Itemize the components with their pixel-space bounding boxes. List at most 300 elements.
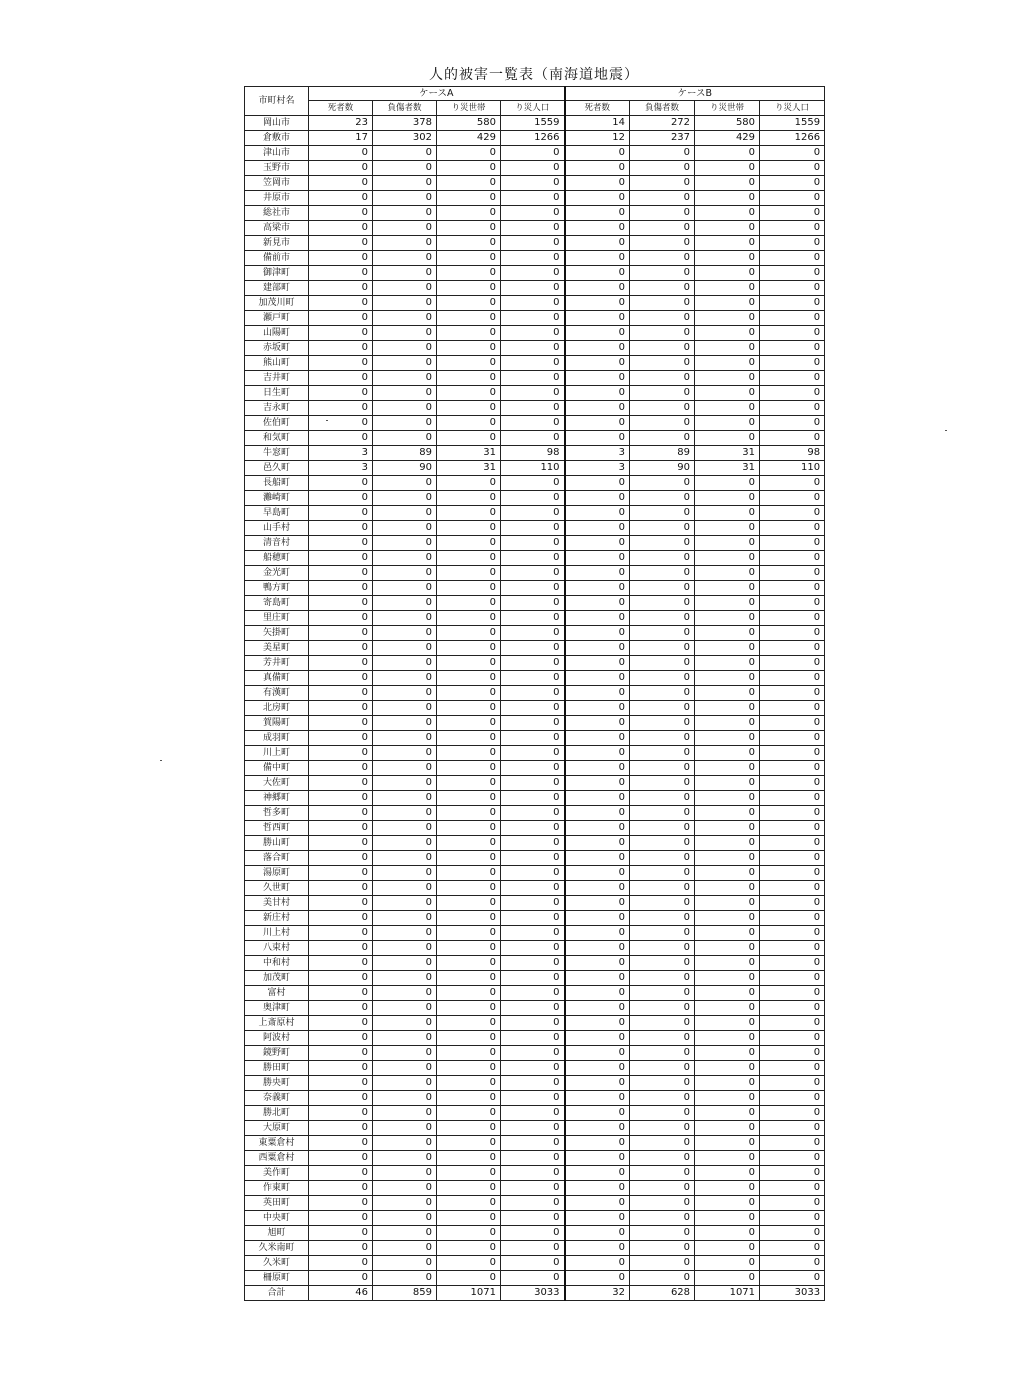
case-a-population-cell: 0 [501,926,565,941]
case-a-population-cell: 0 [501,956,565,971]
case-a-households-cell: 0 [437,1046,501,1061]
case-a-households-cell: 0 [437,206,501,221]
case-b-population-cell: 0 [760,1001,825,1016]
municipality-name: 備前市 [245,251,309,266]
case-a-injured-cell: 0 [373,1121,437,1136]
case-a-population-cell: 0 [501,1031,565,1046]
case-b-households-cell: 0 [695,1256,760,1271]
table-row [245,1046,825,1061]
table-row [245,836,825,851]
case-a-deaths-cell: 0 [309,1046,373,1061]
case-b-deaths-cell: 0 [565,476,630,491]
case-b-injured-cell: 0 [630,821,695,836]
case-b-households-cell: 0 [695,551,760,566]
case-a-population-cell: 0 [501,986,565,1001]
municipality-name: 赤坂町 [245,341,309,356]
case-b-deaths-cell: 0 [565,521,630,536]
case-a-households-cell: 0 [437,1061,501,1076]
case-b-households-cell: 0 [695,251,760,266]
case-a-injured-cell: 0 [373,341,437,356]
case-a-households-cell: 0 [437,416,501,431]
case-b-households-cell: 0 [695,206,760,221]
case-a-population-cell: 0 [501,221,565,236]
case-a-injured-cell: 0 [373,401,437,416]
case-b-households-cell: 0 [695,611,760,626]
case-b-injured-cell: 0 [630,596,695,611]
case-b-households-cell: 0 [695,896,760,911]
case-b-households-cell: 0 [695,716,760,731]
municipality-name: 富村 [245,986,309,1001]
case-a-population-cell: 0 [501,1181,565,1196]
case-a-population-cell: 0 [501,701,565,716]
case-b-deaths-cell: 0 [565,776,630,791]
case-a-population-cell: 0 [501,821,565,836]
table-row [245,521,825,536]
municipality-name: 勝田町 [245,1061,309,1076]
municipality-name: 柵原町 [245,1271,309,1286]
case-b-injured-cell: 0 [630,1271,695,1286]
table-row [245,776,825,791]
table-row [245,551,825,566]
case-b-injured-cell: 0 [630,566,695,581]
case-b-population-cell: 0 [760,836,825,851]
case-b-deaths-cell: 0 [565,506,630,521]
case-b-deaths-cell: 0 [565,761,630,776]
case-b-population-cell: 0 [760,1106,825,1121]
case-b-households-cell: 0 [695,836,760,851]
case-a-households-cell: 0 [437,1106,501,1121]
case-a-deaths-cell: 0 [309,716,373,731]
municipality-name: 倉敷市 [245,131,309,146]
case-a-households-cell: 0 [437,776,501,791]
case-b-population-cell: 0 [760,551,825,566]
case-b-households-cell: 0 [695,926,760,941]
case-a-deaths-cell: 0 [309,1106,373,1121]
municipality-name: 早島町 [245,506,309,521]
case-a-population-cell: 0 [501,1166,565,1181]
case-b-injured-cell: 0 [630,986,695,1001]
case-a-deaths-cell: 0 [309,266,373,281]
case-a-injured-cell: 0 [373,1181,437,1196]
case-a-households-cell: 0 [437,1241,501,1256]
case-b-injured-cell: 0 [630,311,695,326]
case-a-households-cell: 0 [437,1121,501,1136]
table-row [245,296,825,311]
case-a-households-cell: 0 [437,236,501,251]
case-b-population-cell: 0 [760,656,825,671]
case-a-households-cell: 0 [437,221,501,236]
case-b-deaths-cell: 0 [565,296,630,311]
case-a-households-cell: 0 [437,431,501,446]
case-a-deaths-cell: 3 [309,461,373,476]
case-a-deaths-cell: 0 [309,236,373,251]
table-row [245,191,825,206]
table-body [245,116,825,1301]
case-a-deaths-cell: 0 [309,1166,373,1181]
case-b-population-cell: 0 [760,866,825,881]
case-b-population-cell: 3033 [760,1286,825,1301]
case-a-deaths-cell: 0 [309,611,373,626]
case-b-population-cell: 0 [760,941,825,956]
case-a-households-cell: 0 [437,626,501,641]
municipality-name: 里庄町 [245,611,309,626]
case-b-deaths-cell: 0 [565,1136,630,1151]
case-b-deaths-cell: 0 [565,536,630,551]
case-b-population-cell: 0 [760,1136,825,1151]
case-b-population-cell: 0 [760,911,825,926]
case-b-households-cell: 0 [695,626,760,641]
case-b-injured-cell: 0 [630,191,695,206]
table-row [245,1226,825,1241]
case-b-deaths-cell: 32 [565,1286,630,1301]
case-a-population-header: り災人口 [501,101,565,116]
case-a-deaths-cell: 0 [309,341,373,356]
case-b-deaths-cell: 0 [565,416,630,431]
case-a-population-cell: 0 [501,626,565,641]
case-a-injured-cell: 0 [373,1046,437,1061]
case-a-population-cell: 0 [501,431,565,446]
table-row [245,821,825,836]
table-row [245,341,825,356]
case-a-deaths-cell: 0 [309,1226,373,1241]
table-row [245,566,825,581]
case-a-deaths-cell: 46 [309,1286,373,1301]
case-a-population-cell: 0 [501,911,565,926]
municipality-name: 灘崎町 [245,491,309,506]
case-a-households-cell: 0 [437,1211,501,1226]
case-a-injured-cell: 0 [373,416,437,431]
case-b-injured-cell: 0 [630,1241,695,1256]
case-b-households-cell: 0 [695,776,760,791]
table-row [245,1136,825,1151]
case-b-households-cell: 0 [695,1106,760,1121]
case-a-injured-cell: 0 [373,1076,437,1091]
case-a-population-cell: 0 [501,686,565,701]
case-b-injured-cell: 0 [630,176,695,191]
table-row [245,1256,825,1271]
case-b-households-cell: 0 [695,1181,760,1196]
total-label: 合計 [245,1286,309,1301]
case-a-injured-cell: 0 [373,1031,437,1046]
case-b-injured-cell: 0 [630,896,695,911]
case-b-deaths-cell: 0 [565,281,630,296]
case-b-deaths-cell: 0 [565,626,630,641]
case-b-households-cell: 0 [695,1151,760,1166]
damage-table [244,86,825,1301]
case-b-population-cell: 0 [760,386,825,401]
municipality-name: 日生町 [245,386,309,401]
case-a-households-cell: 0 [437,251,501,266]
case-b-deaths-cell: 12 [565,131,630,146]
municipality-name: 船穂町 [245,551,309,566]
scan-speck [326,420,328,421]
case-a-injured-cell: 0 [373,1196,437,1211]
case-b-injured-cell: 0 [630,746,695,761]
municipality-name: 岡山市 [245,116,309,131]
case-b-injured-cell: 0 [630,1181,695,1196]
municipality-name: 西粟倉村 [245,1151,309,1166]
case-a-households-cell: 0 [437,926,501,941]
case-b-population-cell: 1266 [760,131,825,146]
case-a-deaths-cell: 0 [309,146,373,161]
case-a-injured-cell: 0 [373,1001,437,1016]
case-a-injured-cell: 0 [373,521,437,536]
case-a-injured-cell: 0 [373,431,437,446]
case-b-households-cell: 0 [695,1136,760,1151]
municipality-name: 神郷町 [245,791,309,806]
case-b-injured-cell: 0 [630,281,695,296]
case-b-deaths-cell: 0 [565,881,630,896]
case-a-population-cell: 0 [501,1256,565,1271]
case-b-deaths-cell: 0 [565,806,630,821]
case-a-injured-cell: 0 [373,866,437,881]
case-b-households-cell: 0 [695,1046,760,1061]
case-a-population-cell: 0 [501,641,565,656]
case-a-injured-cell: 0 [373,491,437,506]
case-b-households-cell: 0 [695,1061,760,1076]
case-a-population-cell: 0 [501,776,565,791]
case-a-population-cell: 98 [501,446,565,461]
case-b-population-cell: 0 [760,1016,825,1031]
table-row [245,956,825,971]
table-row [245,1151,825,1166]
case-b-households-cell: 0 [695,941,760,956]
municipality-name: 東粟倉村 [245,1136,309,1151]
case-b-injured-cell: 0 [630,1076,695,1091]
case-a-population-cell: 0 [501,761,565,776]
table-row [245,1076,825,1091]
case-b-deaths-cell: 0 [565,1031,630,1046]
case-a-population-cell: 0 [501,581,565,596]
table-row [245,971,825,986]
case-b-population-cell: 0 [760,986,825,1001]
table-row [245,371,825,386]
case-a-deaths-cell: 0 [309,1151,373,1166]
case-b-injured-cell: 0 [630,326,695,341]
case-b-households-cell: 0 [695,1031,760,1046]
case-b-population-cell: 0 [760,641,825,656]
case-a-deaths-cell: 0 [309,1136,373,1151]
municipality-name: 牛窓町 [245,446,309,461]
case-b-deaths-cell: 0 [565,1151,630,1166]
municipality-name: 久米町 [245,1256,309,1271]
municipality-name: 中和村 [245,956,309,971]
case-a-injured-cell: 0 [373,206,437,221]
case-a-deaths-cell: 0 [309,911,373,926]
table-row [245,911,825,926]
case-b-injured-cell: 0 [630,1256,695,1271]
case-a-injured-cell: 0 [373,161,437,176]
table-row [245,596,825,611]
case-a-deaths-cell: 0 [309,1271,373,1286]
municipality-name: 山手村 [245,521,309,536]
case-b-injured-cell: 0 [630,236,695,251]
case-b-injured-cell: 0 [630,776,695,791]
case-b-population-cell: 0 [760,191,825,206]
case-b-households-cell: 0 [695,821,760,836]
table-row [245,851,825,866]
case-a-households-cell: 0 [437,281,501,296]
case-b-population-cell: 0 [760,1181,825,1196]
case-a-deaths-cell: 0 [309,1196,373,1211]
case-a-deaths-cell: 0 [309,731,373,746]
table-row [245,176,825,191]
municipality-name: 久世町 [245,881,309,896]
case-a-injured-cell: 0 [373,296,437,311]
case-b-population-cell: 0 [760,161,825,176]
case-b-population-cell: 0 [760,281,825,296]
case-a-population-cell: 0 [501,1151,565,1166]
case-b-injured-cell: 0 [630,476,695,491]
case-a-deaths-cell: 0 [309,251,373,266]
case-b-injured-cell: 0 [630,941,695,956]
case-a-households-cell: 0 [437,746,501,761]
case-b-households-cell: 429 [695,131,760,146]
case-a-population-cell: 0 [501,971,565,986]
case-a-population-cell: 0 [501,1016,565,1031]
case-a-injured-cell: 89 [373,446,437,461]
table-row [245,716,825,731]
table-row [245,131,825,146]
case-a-deaths-cell: 0 [309,971,373,986]
case-b-deaths-cell: 0 [565,1076,630,1091]
case-a-households-cell: 0 [437,1136,501,1151]
case-b-households-cell: 0 [695,1076,760,1091]
case-a-population-cell: 0 [501,371,565,386]
case-a-households-cell: 0 [437,536,501,551]
municipality-column-header: 市町村名 [245,87,309,116]
case-a-injured-cell: 90 [373,461,437,476]
case-a-households-cell: 0 [437,371,501,386]
table-row [245,1196,825,1211]
case-a-households-cell: 0 [437,671,501,686]
case-b-households-cell: 0 [695,566,760,581]
case-a-population-cell: 0 [501,611,565,626]
case-a-injured-cell: 0 [373,356,437,371]
case-b-households-cell: 0 [695,296,760,311]
case-b-deaths-cell: 0 [565,836,630,851]
case-a-population-cell: 3033 [501,1286,565,1301]
case-b-households-cell: 0 [695,581,760,596]
case-b-injured-cell: 0 [630,1001,695,1016]
case-a-injured-cell: 0 [373,1091,437,1106]
case-b-injured-cell: 0 [630,761,695,776]
case-a-deaths-cell: 0 [309,491,373,506]
municipality-name: 和気町 [245,431,309,446]
table-row [245,941,825,956]
case-b-population-cell: 0 [760,776,825,791]
case-b-households-cell: 0 [695,956,760,971]
case-a-population-cell: 0 [501,236,565,251]
case-b-population-cell: 0 [760,491,825,506]
scan-speck [945,430,947,431]
case-a-households-cell: 0 [437,1031,501,1046]
municipality-name: 鴨方町 [245,581,309,596]
table-row [245,731,825,746]
case-b-deaths-cell: 14 [565,116,630,131]
case-b-population-cell: 0 [760,341,825,356]
case-b-injured-cell: 0 [630,836,695,851]
case-b-deaths-cell: 0 [565,161,630,176]
table-row [245,1016,825,1031]
case-a-deaths-cell: 0 [309,1181,373,1196]
municipality-name: 井原市 [245,191,309,206]
case-a-injured-cell: 0 [373,806,437,821]
case-a-households-cell: 0 [437,881,501,896]
case-b-population-cell: 0 [760,206,825,221]
case-b-households-cell: 0 [695,506,760,521]
case-a-population-cell: 0 [501,416,565,431]
case-b-deaths-cell: 0 [565,236,630,251]
municipality-name: 八束村 [245,941,309,956]
case-a-households-cell: 429 [437,131,501,146]
case-b-households-cell: 31 [695,461,760,476]
table-row [245,881,825,896]
case-b-deaths-cell: 0 [565,986,630,1001]
case-b-deaths-cell: 0 [565,266,630,281]
municipality-name: 金光町 [245,566,309,581]
table-row [245,866,825,881]
case-a-households-cell: 0 [437,266,501,281]
case-a-population-cell: 0 [501,1211,565,1226]
case-b-households-cell: 0 [695,146,760,161]
case-a-injured-cell: 302 [373,131,437,146]
case-b-deaths-cell: 0 [565,1211,630,1226]
case-b-injured-cell: 0 [630,956,695,971]
case-b-deaths-cell: 0 [565,491,630,506]
case-a-households-cell: 0 [437,701,501,716]
case-b-households-cell: 0 [695,311,760,326]
case-a-injured-cell: 0 [373,896,437,911]
table-row [245,926,825,941]
case-b-injured-cell: 0 [630,851,695,866]
municipality-name: 美星町 [245,641,309,656]
case-a-injured-cell: 0 [373,596,437,611]
case-a-households-cell: 0 [437,386,501,401]
case-a-deaths-cell: 0 [309,191,373,206]
case-a-deaths-cell: 0 [309,1091,373,1106]
case-a-deaths-cell: 0 [309,656,373,671]
table-row [245,1061,825,1076]
case-b-deaths-cell: 0 [565,746,630,761]
case-a-injured-cell: 0 [373,821,437,836]
case-b-injured-cell: 0 [630,1196,695,1211]
case-a-households-cell: 0 [437,836,501,851]
case-b-population-cell: 0 [760,596,825,611]
case-b-population-cell: 0 [760,1211,825,1226]
table-row [245,701,825,716]
case-b-injured-cell: 90 [630,461,695,476]
case-a-households-cell: 0 [437,791,501,806]
case-b-injured-cell: 0 [630,1046,695,1061]
case-a-deaths-cell: 23 [309,116,373,131]
case-a-households-cell: 0 [437,716,501,731]
case-b-households-cell: 0 [695,536,760,551]
municipality-name: 矢掛町 [245,626,309,641]
case-b-injured-cell: 628 [630,1286,695,1301]
case-b-injured-cell: 0 [630,146,695,161]
case-b-population-cell: 0 [760,1256,825,1271]
case-a-deaths-cell: 0 [309,386,373,401]
case-b-households-cell: 0 [695,641,760,656]
case-a-population-cell: 0 [501,791,565,806]
case-b-deaths-cell: 0 [565,1001,630,1016]
case-a-population-cell: 0 [501,941,565,956]
case-b-households-cell: 0 [695,1226,760,1241]
case-a-injured-cell: 0 [373,191,437,206]
table-row [245,461,825,476]
case-b-injured-cell: 0 [630,431,695,446]
